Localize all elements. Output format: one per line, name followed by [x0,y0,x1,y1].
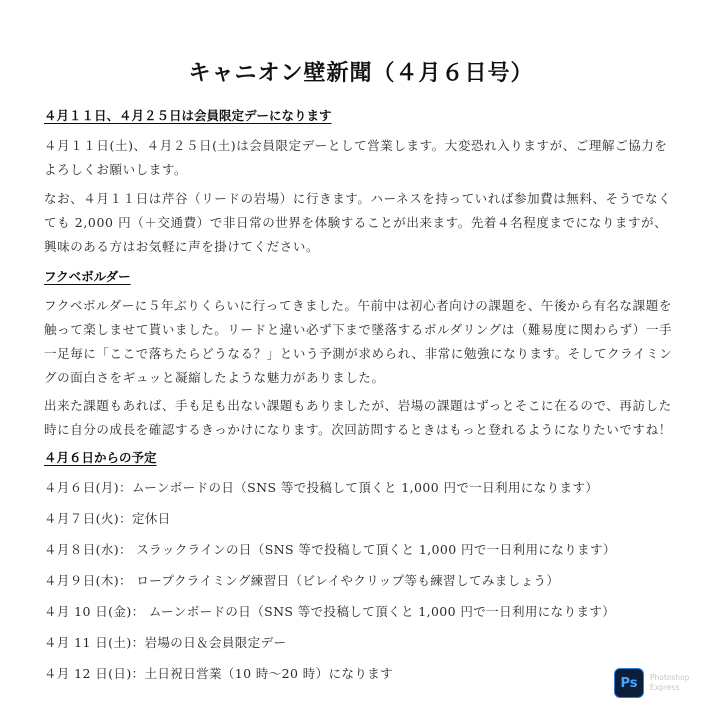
schedule-item-apr-8: ４月８日(水)： スラックラインの日（SNS 等で投稿して頂くと 1,000 円で一日利用になります） [44,542,616,557]
schedule-item-apr-6: ４月６日(月)：ムーンボードの日（SNS 等で投稿して頂くと 1,000 円で一日利用になります） [44,480,599,495]
members-day-paragraph-1: ４月１１日(土)、４月２５日(土)は会員限定デーとして営業します。大変恐れ入りますが、ご理解ご協力をよろしくお願いします。 [44,138,668,177]
schedule-item-apr-11: ４月 11 日(土)：岩場の日＆会員限定デー [44,635,287,650]
schedule-heading: ４月６日からの予定 [44,450,157,465]
members-day-paragraph-2: なお、４月１１日は芹谷（リードの岩場）に行きます。ハーネスを持っていれば参加費は無料、そうでなくても 2,000 円（＋交通費）で非日常の世界を体験することが出来ます。先着４名程度までになりますが、興味のある方はお気軽に声を掛けてください。 [44,191,672,254]
watermark-line-2: Express [650,683,680,692]
photoshop-express-icon: Ps [614,668,644,698]
fukube-boulder-heading: フクベボルダー [44,269,131,284]
fukube-boulder-paragraph-1: フクベボルダーに５年ぶりくらいに行ってきました。午前中は初心者向けの課題を、午後から有名な課題を触って楽しませて貰いました。リードと違い必ず下まで墜落するボルダリングは（難易度に関わらず）一手一足毎に「ここで落ちたらどうなる？」という予測が求められ、非常に勉強になります。そしてクライミングの面白さをギュッと凝縮したような魅力がありました。 [44,298,673,385]
schedule-item-apr-7: ４月７日(火)：定休日 [44,511,171,526]
schedule-item-apr-12: ４月 12 日(日)：土日祝日営業（10 時〜20 時）になります [44,666,394,681]
watermark-line-1: Photoshop [650,673,690,682]
schedule-list [44,476,678,693]
fukube-boulder-paragraph-2: 出来た課題もあれば、手も足も出ない課題もありましたが、岩場の課題はずっとそこに在るので、再訪した時に自分の成長を確認するきっかけになります。次回訪問するときはもっと登れるようになりたいですね！ [44,398,672,437]
members-day-heading: ４月１１日、４月２５日は会員限定デーになります [44,108,332,123]
page-title: キャニオン壁新聞（４月６日号） [188,61,534,86]
schedule-item-apr-10: ４月 10 日(金)： ムーンボードの日（SNS 等で投稿して頂くと 1,000 円で一日利用になります） [44,604,616,619]
photoshop-express-watermark [614,668,689,698]
schedule-item-apr-9: ４月９日(木)： ロープクライミング練習日（ビレイやクリップ等も練習してみましょう） [44,573,560,588]
watermark-text [650,673,689,693]
